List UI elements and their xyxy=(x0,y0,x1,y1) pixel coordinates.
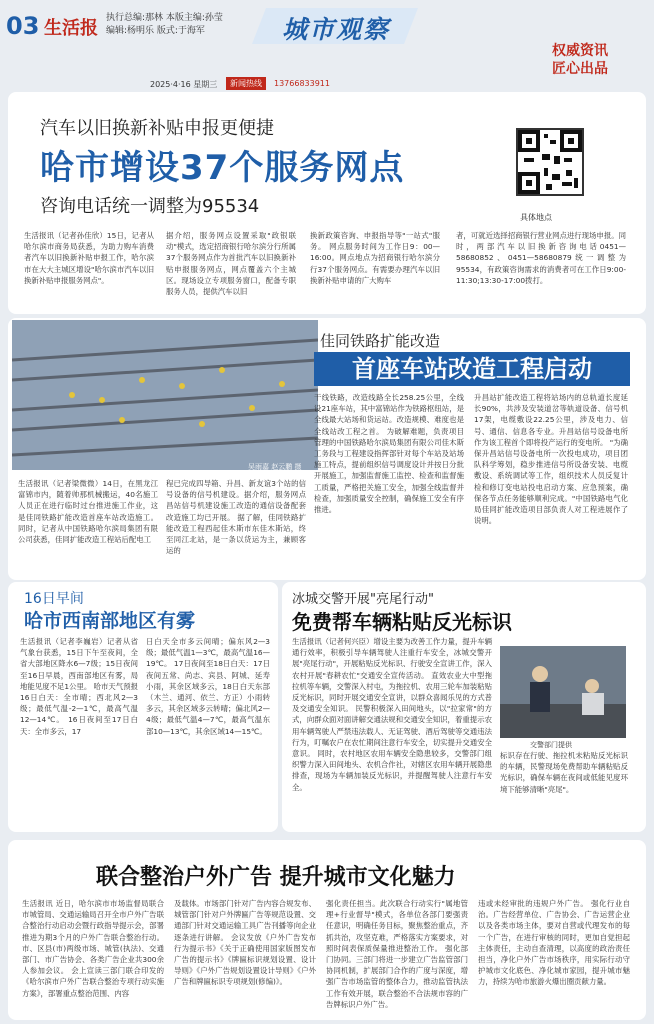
hotline-number: 13766833911 xyxy=(274,79,330,88)
railway-photo-caption: 吴雨嘉 赵云鹏 摄 xyxy=(248,463,302,471)
staff-line: 执行总编:那林 本版主编:孙莹 xyxy=(106,13,223,23)
article3-headline: 哈市西南部地区有雾 xyxy=(24,610,196,632)
section-title: 城市观察 xyxy=(282,15,391,44)
railway-photo xyxy=(12,320,318,470)
article5-column: 违或未经审批的违规户外广告。 强化行业自治。广告经营单位、广告协会、广告运营企业以及各类市场主体，要对自营或代理发布的每一个广告，在进行审核的同时，更加自觉担起主体责任，主动自查清理，以高度的政治责任担当，净化户外广告市场秩序，用实际行动守护城市文化底色、净化城市家园，提升城市魅力，持续为哈市旅游火爆出圈贡献力量。 xyxy=(478,899,630,987)
staff-line: 编辑:杨明乐 版式:于海军 xyxy=(106,26,205,36)
qr-code-icon xyxy=(516,128,584,196)
article2-headline: 首座车站改造工程启动 xyxy=(314,352,630,386)
slogan-line: 匠心出品 xyxy=(552,61,608,77)
article4-column: 生活报讯（记者何兴臣）增设主要为改善工作力量，提升车辆通行效率，积极引导车辆驾驶人注重行车安全，冰城交警开展"亮尾行动"，开展粘贴反光标识、行驶安全宣讲工作，深入农村开展"春耕农忙"交通安全宣传活动。 直效农业大中型拖拉机等车辆，交警深入村屯，为拖拉机、农用三轮车加装粘贴反光标识，同时开展交通安全宣讲，以群众喜闻乐见的方式普及交通安全知识。 民警积极深入田间地头，以"拉家常"的方式，向群众面对面讲解交通法规和交通安全知识，着重提示农用车辆驾驶人严禁违法载人、无证驾驶、酒后驾驶等交通违法行为，叮嘱农户在农忙期间注意行车安全，切实提升交通安全意识。 同时，农村地区农用车辆安全隐患较多，交警部门组织警力深入田间地头、农机合作社，对辖区农用车辆开展隐患排查，现场为车辆加装反光标识，并提醒驾驶人注意行车安全。 xyxy=(292,637,492,792)
article1-subhead: 咨询电话统一调整为95534 xyxy=(40,196,260,217)
article5-column: 生活报讯 近日，哈尔滨市市场监督局联合市城管局、交通运输局召开全市户外广告联合整治行动启动会暨行政指导提示会，部署推进为期3个月的户外广告联合整治行动。市、区县(市)两级市场、城管(执法)、交通部门、市广告协会、各类广告企业共300余人参加会议。 会上宣读三部门联合印发的《哈尔滨市户外广告联合整治专项行动实施方案》，部署重点整治范围、内容 xyxy=(22,899,164,998)
slogan-line: 权威资讯 xyxy=(552,43,608,59)
qr-caption: 具体地点 xyxy=(520,213,552,222)
article5-column: 及载体。市场部门针对广告内容合规发布、城管部门针对户外牌匾广告等规范设置、交通部门针对交通运输工具广告刊播等向企业逐条进行讲解。 会议发放《户外广告发布行为提示书》《关于正确使用国家版图发布广告的提示书》《牌匾标识规划设置、设计导则》《户外广告规划设置设计导则》《户外广告和牌匾标识专项规划(修编)》。 xyxy=(174,899,316,987)
article1-column: 者，可就近选择招商银行营业网点进行现场申报。同时，两部汽车以旧换新咨询电话0451—58680852、0451—58680879统一调整为95534，有政策咨询需求的消费者可在工作日9:00-11:30;13:30-17:00拨打。 xyxy=(456,231,626,285)
police-illustration xyxy=(500,646,626,738)
article3-column: 日白天全市多云间晴；偏东风2—3级；最低气温1—3℃，最高气温16—19℃。 17日夜间至18日白天：17日夜间五常、尚志、宾县、阿城、延寿小雨，其余区域多云，18日白天东部（木兰、通河、依兰、方正）小雨转多云，其余区域多云转晴；偏北风2—4级；最低气温4—7℃，最高气温东部10—13℃，其余区域14—15℃。 xyxy=(146,637,270,736)
article3-column: 生活报讯（记者李巍岩）记者从省气象台获悉，15日下午至夜间，全省大部地区降水6—7级；15日夜间至16日早晨，西南部地区有雾，局地能见度不足1公里。 哈市天气预报 16日白天：全市晴；西北风2—3级；最低气温-2—1℃，最高气温12—14℃。 16日夜间至17日白天：全市多云，17 xyxy=(20,637,138,736)
page-header xyxy=(0,0,654,89)
page-number: 03 xyxy=(6,12,40,40)
article5-column: 强化责任担当。此次联合行动实行"属地管理+行业督导"模式，各单位各部门要强责任意识，明确任务目标，聚焦整治重点，齐抓共治，攻坚克难，严格落实方案要求，对照时间表保质保量推进整治工作。 强化部门协同。三部门将进一步建立广告监管部门协同机制，扩展部门合作的广度与深度，增强广告市场监管的整体合力，推动监管执法工作有效开展，联合整治不合法规市容的广告牌标识户外广告。 xyxy=(326,899,468,1009)
article4-headline: 免费帮车辆粘贴反光标识 xyxy=(292,610,512,634)
traffic-police-photo xyxy=(500,646,626,738)
hotline-label: 新闻热线 xyxy=(226,77,266,90)
article5-headline: 联合整治户外广告 提升城市文化魅力 xyxy=(96,865,456,890)
staff-credits xyxy=(106,12,246,38)
railway-track-illustration xyxy=(12,320,318,470)
article1-column: 据介绍，服务网点设置采取"政银联动"模式，选定招商银行哈尔滨分行所属37个服务网点作为首批汽车以旧换新补贴申报服务网点，网点覆盖六个主城区。现场设立专项服务窗口，配备专职服务人员，提供汽车以旧 xyxy=(166,231,296,297)
article2-column: 程已完成四导箱、升昌、新友谊3个站的信号设备的信号机建设。据介绍，服务网点昌站信号机建设施工改造的通信设备配套改造施工均已开展。 据了解，佳同铁路扩能改造工程西起佳木斯市东佳木斯站，终至同江北站，是一条以货运为主，兼顾客运的 xyxy=(166,479,306,556)
article4-column: 标识存在行驶、拖拉机未粘贴反光标识的车辆，民警现场免费帮助车辆粘贴反光标识，确保车辆在夜间或低能见度环境下能够清晰"亮尾"。 xyxy=(500,751,628,794)
article2-kicker: 佳同铁路扩能改造 xyxy=(320,332,441,350)
article1-kicker: 汽车以旧换新补贴申报更便捷 xyxy=(40,118,274,139)
article2-column: 生活报讯（记者梁微微）14日，在黑龙江富锦市内，随着帅那机械搬运，40名施工人员正在进行临时过台推进施工作业，这是佳同铁路扩能改造首座车站改造施工。同时，记者从中国铁路哈尔滨局集团有限公司获悉，佳同扩能改造工程站后配电工 xyxy=(18,479,158,545)
article4-kicker: 冰城交警开展"亮尾行动" xyxy=(292,592,434,607)
article1-column: 生活报讯（记者孙佳欣）15日，记者从哈尔滨市商务局获悉，为助力购车消费者汽车以旧换新补贴申报工作，哈尔滨市在大大主城区增设"哈尔滨市汽车以旧换新补贴申报服务网点"。 xyxy=(24,231,154,285)
article3-kicker: 16日早间 xyxy=(24,591,84,607)
newspaper-logo: 生活报 xyxy=(44,18,98,39)
article2-column: 升昌站扩能改造工程将站场内的总轨道长度延长90%，共涉及安装道岔等轨道设备、信号机17架，电缆敷设22.25公里，涉及电力、信号、通信、信息各专业。升昌站信号设备电所作为该工程首个即将投产运行的变电所。 "为确保升昌站信号设备电所一次投电成功，项目团队科学筹划，稳步推进信号所设备安装、电缆敷设、系统调试等工作，组织技术人员反复计检和修订变电站投电启动方案、应急预案，确保各节点任务能够顺利完成。"中国铁路电气化局佳同扩能改造项目部负责人对工程进展作了说明。 xyxy=(474,393,628,526)
article2-column: 干线铁路，改造线路全长258.25公里，全线设21座车站，其中富锦站作为铁路枢纽站，是全线最大站场和货运站。改造规模、难度也是全线站改工程之首。 为破解难题，负责项目管理的中国铁路哈尔滨局集团有限公司佳木斯工务段与工程建设指挥部针对每个车站及站场施工特点，提前组织信号调度设计并按日分批开展施工，加强监督施工监控、检查和监督施工质量，严格把关施工安全，加强全线监督并检查，加强质量安全控制，确保施工安全有序推进。 xyxy=(314,393,464,515)
slogan xyxy=(552,42,608,78)
article1-column: 换新政策咨询、申报指导等"一站式"服务。 网点服务时间为工作日9：00—16:00。网点地点为招商银行哈尔滨分行37个服务网点。有需要办理汽车以旧换新补贴申请的广大购车 xyxy=(310,231,440,285)
issue-date: 2025·4·16 星期三 xyxy=(150,80,218,89)
traffic-photo-caption: 交警部门提供 xyxy=(530,741,572,749)
article1-headline: 哈市增设37个服务网点 xyxy=(40,148,405,188)
